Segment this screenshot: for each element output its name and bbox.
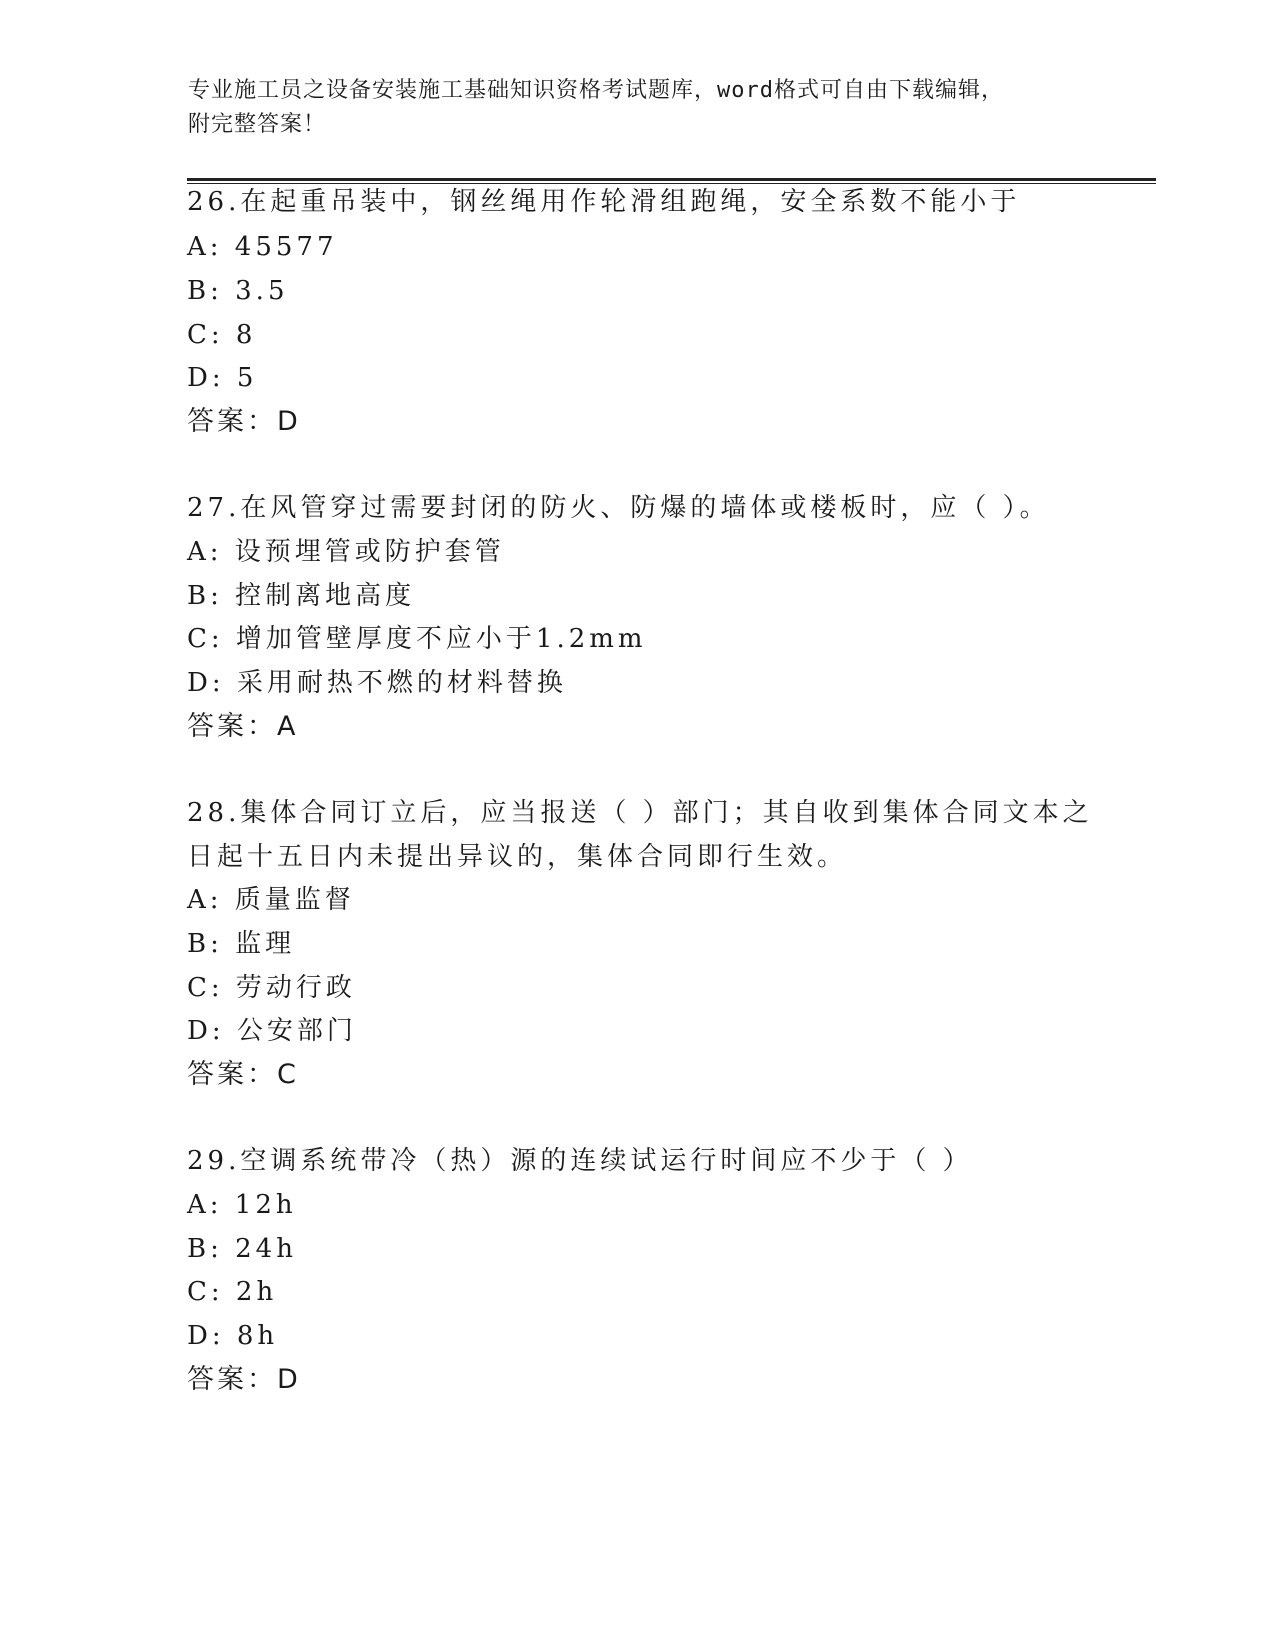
question-28-option-b: B: 监理 — [187, 929, 296, 959]
question-26-option-b: B: 3.5 — [187, 276, 289, 306]
question-26-answer: 答案：D — [187, 406, 301, 437]
document-header — [188, 74, 1088, 142]
question-29-answer: 答案：D — [187, 1364, 301, 1395]
header-rule-thin — [187, 183, 1156, 184]
question-27-option-b: B: 控制离地高度 — [187, 581, 416, 611]
header-rule-thick — [187, 178, 1156, 181]
question-28-option-c: C: 劳动行政 — [187, 973, 356, 1003]
question-27-option-c: C: 增加管壁厚度不应小于1.2mm — [187, 624, 647, 654]
header-line-1: 专业施工员之设备安装施工基础知识资格考试题库，word格式可自由下载编辑， — [188, 78, 1004, 103]
question-28-option-a: A: 质量监督 — [187, 885, 355, 915]
question-28-stem-line-2: 日起十五日内未提出异议的，集体合同即行生效。 — [187, 842, 848, 872]
question-26-stem: 26.在起重吊装中，钢丝绳用作轮滑组跑绳，安全系数不能小于 — [187, 187, 1021, 217]
question-26-option-d: D: 5 — [187, 363, 258, 393]
question-29-option-c: C: 2h — [187, 1277, 278, 1307]
question-27-option-a: A: 设预埋管或防护套管 — [187, 537, 505, 567]
question-27-stem: 27.在风管穿过需要封闭的防火、防爆的墙体或楼板时，应（ ）。 — [187, 493, 1050, 523]
question-28-answer: 答案：C — [187, 1059, 299, 1090]
header-line-2: 附完整答案！ — [188, 112, 327, 137]
question-26-option-a: A: 45577 — [187, 232, 338, 262]
question-27-answer: 答案：A — [187, 711, 299, 742]
question-27-option-d: D: 采用耐热不燃的材料替换 — [187, 668, 567, 698]
question-29-option-d: D: 8h — [187, 1321, 279, 1351]
question-26-option-c: C: 8 — [187, 320, 257, 350]
question-29-option-b: B: 24h — [187, 1234, 297, 1264]
question-28-stem-line-1: 28.集体合同订立后，应当报送（ ）部门；其自收到集体合同文本之 — [187, 798, 1093, 828]
question-29-stem: 29.空调系统带冷（热）源的连续试运行时间应不少于（ ） — [187, 1146, 973, 1176]
question-29-option-a: A: 12h — [187, 1190, 297, 1220]
question-28-option-d: D: 公安部门 — [187, 1016, 357, 1046]
